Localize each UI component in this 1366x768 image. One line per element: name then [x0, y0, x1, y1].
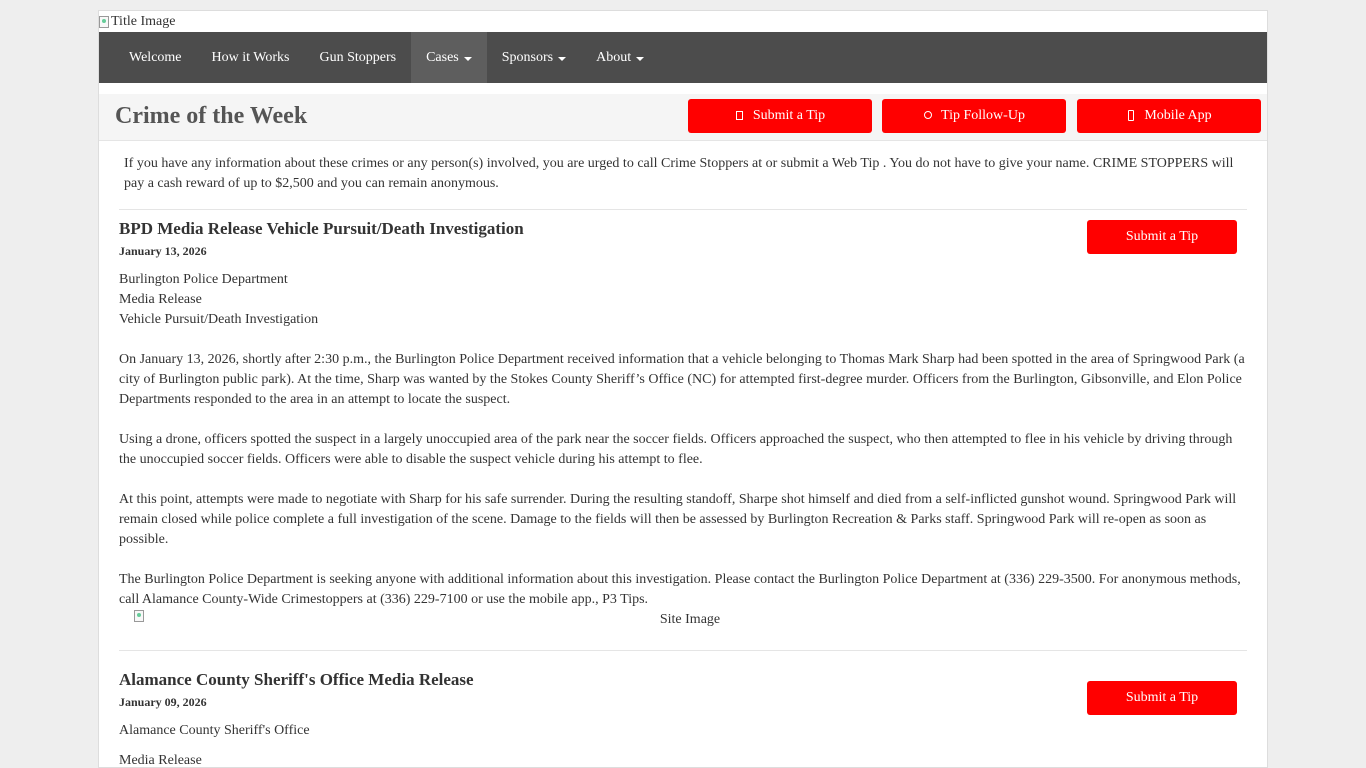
case-line: Burlington Police Department	[119, 272, 288, 287]
case-submit-tip-button[interactable]	[1087, 681, 1237, 715]
title-image	[99, 11, 1267, 32]
tip-follow-up-button[interactable]	[882, 99, 1066, 133]
page-title: Crime of the Week	[115, 103, 308, 129]
case-date: January 09, 2026	[119, 695, 207, 709]
main-navbar	[98, 32, 1268, 83]
nav-welcome[interactable]	[114, 32, 197, 83]
case-submit-tip-label: Submit a Tip	[1125, 229, 1199, 244]
intro-text: If you have any information about these crimes or any person(s) involved, you are urged to call Crime Stoppers at or submit a Web Tip . You do not have to give your name. CRIME STOPPERS will pay a cash reward of up to $2,500 and you can remain anonymous.	[124, 156, 1234, 191]
nav-gun-stoppers-label: Gun Stoppers	[319, 49, 397, 65]
submit-tip-label: Submit a Tip	[752, 108, 826, 123]
case-submit-tip-label: Submit a Tip	[1125, 690, 1199, 705]
mobile-phone-icon	[1126, 110, 1136, 122]
caret-down-icon	[558, 57, 566, 61]
case-title: Alamance County Sheriff's Office Media Release	[119, 670, 474, 689]
nav-about-dropdown[interactable]	[581, 32, 659, 83]
case-paragraph: The Burlington Police Department is seeking anyone with additional information about this investigation. Please contact the Burlington Police Department at (336) 229-3500. For anonymous methods, call Alamance County-Wide Crimestoppers at (336) 229-7100 or use the mobile app., P3 Tips.	[119, 572, 1241, 607]
case-body	[119, 270, 1247, 610]
nav-gun-stoppers[interactable]	[304, 32, 411, 83]
site-image	[134, 610, 1246, 630]
caret-down-icon	[636, 57, 644, 61]
case-line: Media Release	[119, 753, 202, 768]
case-date: January 13, 2026	[119, 244, 207, 258]
caret-down-icon	[464, 57, 472, 61]
title-image-alt: Title Image	[111, 14, 176, 29]
divider	[119, 209, 1247, 210]
page-header	[99, 94, 1267, 141]
mobile-app-button[interactable]	[1077, 99, 1261, 133]
broken-image-icon	[99, 16, 109, 28]
nav-about-label: About	[596, 49, 632, 65]
nav-welcome-label: Welcome	[129, 49, 182, 65]
tip-icon	[735, 110, 745, 122]
case-submit-tip-button[interactable]	[1087, 220, 1237, 254]
follow-up-icon	[923, 110, 933, 122]
nav-how-it-works-label: How it Works	[211, 49, 290, 65]
case-body	[119, 721, 1247, 768]
nav-sponsors-label: Sponsors	[501, 49, 554, 65]
case-line: Alamance County Sheriff's Office	[119, 723, 310, 738]
case-title: BPD Media Release Vehicle Pursuit/Death Investigation	[119, 219, 524, 238]
nav-sponsors-dropdown[interactable]	[487, 32, 581, 83]
page-container	[98, 10, 1268, 768]
nav-cases-dropdown[interactable]	[411, 32, 487, 83]
case-paragraph: On January 13, 2026, shortly after 2:30 p.m., the Burlington Police Department received information that a vehicle belonging to Thomas Mark Sharp had been spotted in the area of Springwood Park (a city of Burlington public park). At the time, Sharp was wanted by the Stokes County Sheriff’s Office (NC) for attempted first-degree murder. Officers from the Burlington, Gibsonville, and Elon Police Departments responded to the area in an attempt to locate the suspect.	[119, 352, 1245, 407]
case-line: Media Release	[119, 292, 202, 307]
divider	[119, 650, 1247, 651]
mobile-app-label: Mobile App	[1144, 108, 1212, 123]
site-image-alt: Site Image	[659, 612, 721, 627]
tip-follow-up-label: Tip Follow-Up	[941, 108, 1025, 123]
case-paragraph: Using a drone, officers spotted the suspect in a largely unoccupied area of the park near the soccer fields. Officers approached the suspect, who then attempted to flee in his vehicle by driving through the unoccupied soccer fields. Officers were able to disable the suspect vehicle during his attempt to flee.	[119, 432, 1233, 467]
case-line: Vehicle Pursuit/Death Investigation	[119, 312, 319, 327]
case-paragraph: At this point, attempts were made to negotiate with Sharp for his safe surrender. During the resulting standoff, Sharpe shot himself and died from a self-inflicted gunshot wound. Springwood Park will remain closed while police complete a full investigation of the scene. Damage to the fields will then be assessed by Burlington Recreation & Parks staff. Springwood Park will re-open as soon as possible.	[119, 492, 1237, 547]
nav-cases-label: Cases	[426, 49, 459, 65]
nav-how-it-works[interactable]	[197, 32, 305, 83]
submit-tip-button[interactable]	[688, 99, 872, 133]
